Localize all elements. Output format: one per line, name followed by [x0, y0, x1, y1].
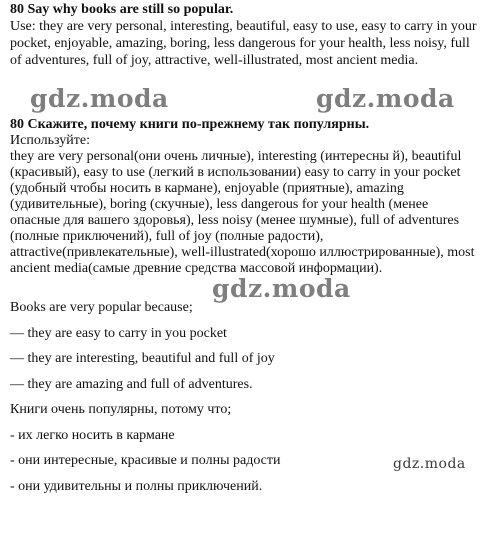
watermark-corner: gdz.moda — [393, 456, 466, 472]
answer-line: - они интересные, красивые и полны радости — [10, 453, 281, 468]
answer-line: Книги очень популярны, потому что; — [10, 402, 232, 417]
task-russian-title: 80 Скажите, почему книги по-прежнему так популярны. — [10, 117, 370, 132]
watermark-center: gdz.moda — [212, 274, 351, 303]
task-russian-intro: Используйте: — [10, 133, 90, 148]
answer-line: - они удивительны и полны приключений. — [10, 478, 263, 494]
task-russian-text: they are very personal(они очень личные), interesting (интересны й), beautiful (красивый), easy to use (легкий в использовании) easy to carry in your pocket (удобный чтобы носить в кармане), enjoyable (приятные), amazing (удивительные), boring (скучные), less dangerous for your health (менее опасные для вашего здоровья), less noisy (менее шумные), full of adventures (полные приключений), full of joy (полные радости), attractive(привлекательные), well-illustrated(хорошо иллюстрированные), most ancient media(самые древние средства массовой информации). — [10, 149, 475, 276]
watermark-left: gdz.moda — [30, 84, 169, 113]
answer-block — [10, 299, 477, 503]
answer-line: Books are very popular because; — [10, 300, 193, 315]
task-russian — [10, 117, 477, 277]
task-english-text: Use: they are very personal, interesting, beautiful, easy to use, easy to carry in your pocket, enjoyable, amazing, boring, less dangerous for your health, less noisy, full of adventures, full of joy, attractive, well-illustrated, most ancient media. — [10, 19, 477, 68]
answer-line: — they are easy to carry in you pocket — [10, 325, 227, 341]
answer-line: — they are interesting, beautiful and full of joy — [10, 351, 275, 366]
answer-line: — they are amazing and full of adventures. — [10, 376, 253, 392]
answer-line: - их легко носить в кармане — [10, 427, 175, 443]
task-english — [10, 2, 477, 69]
watermark-right: gdz.moda — [316, 84, 455, 113]
task-english-title: 80 Say why books are still so popular. — [10, 2, 234, 17]
